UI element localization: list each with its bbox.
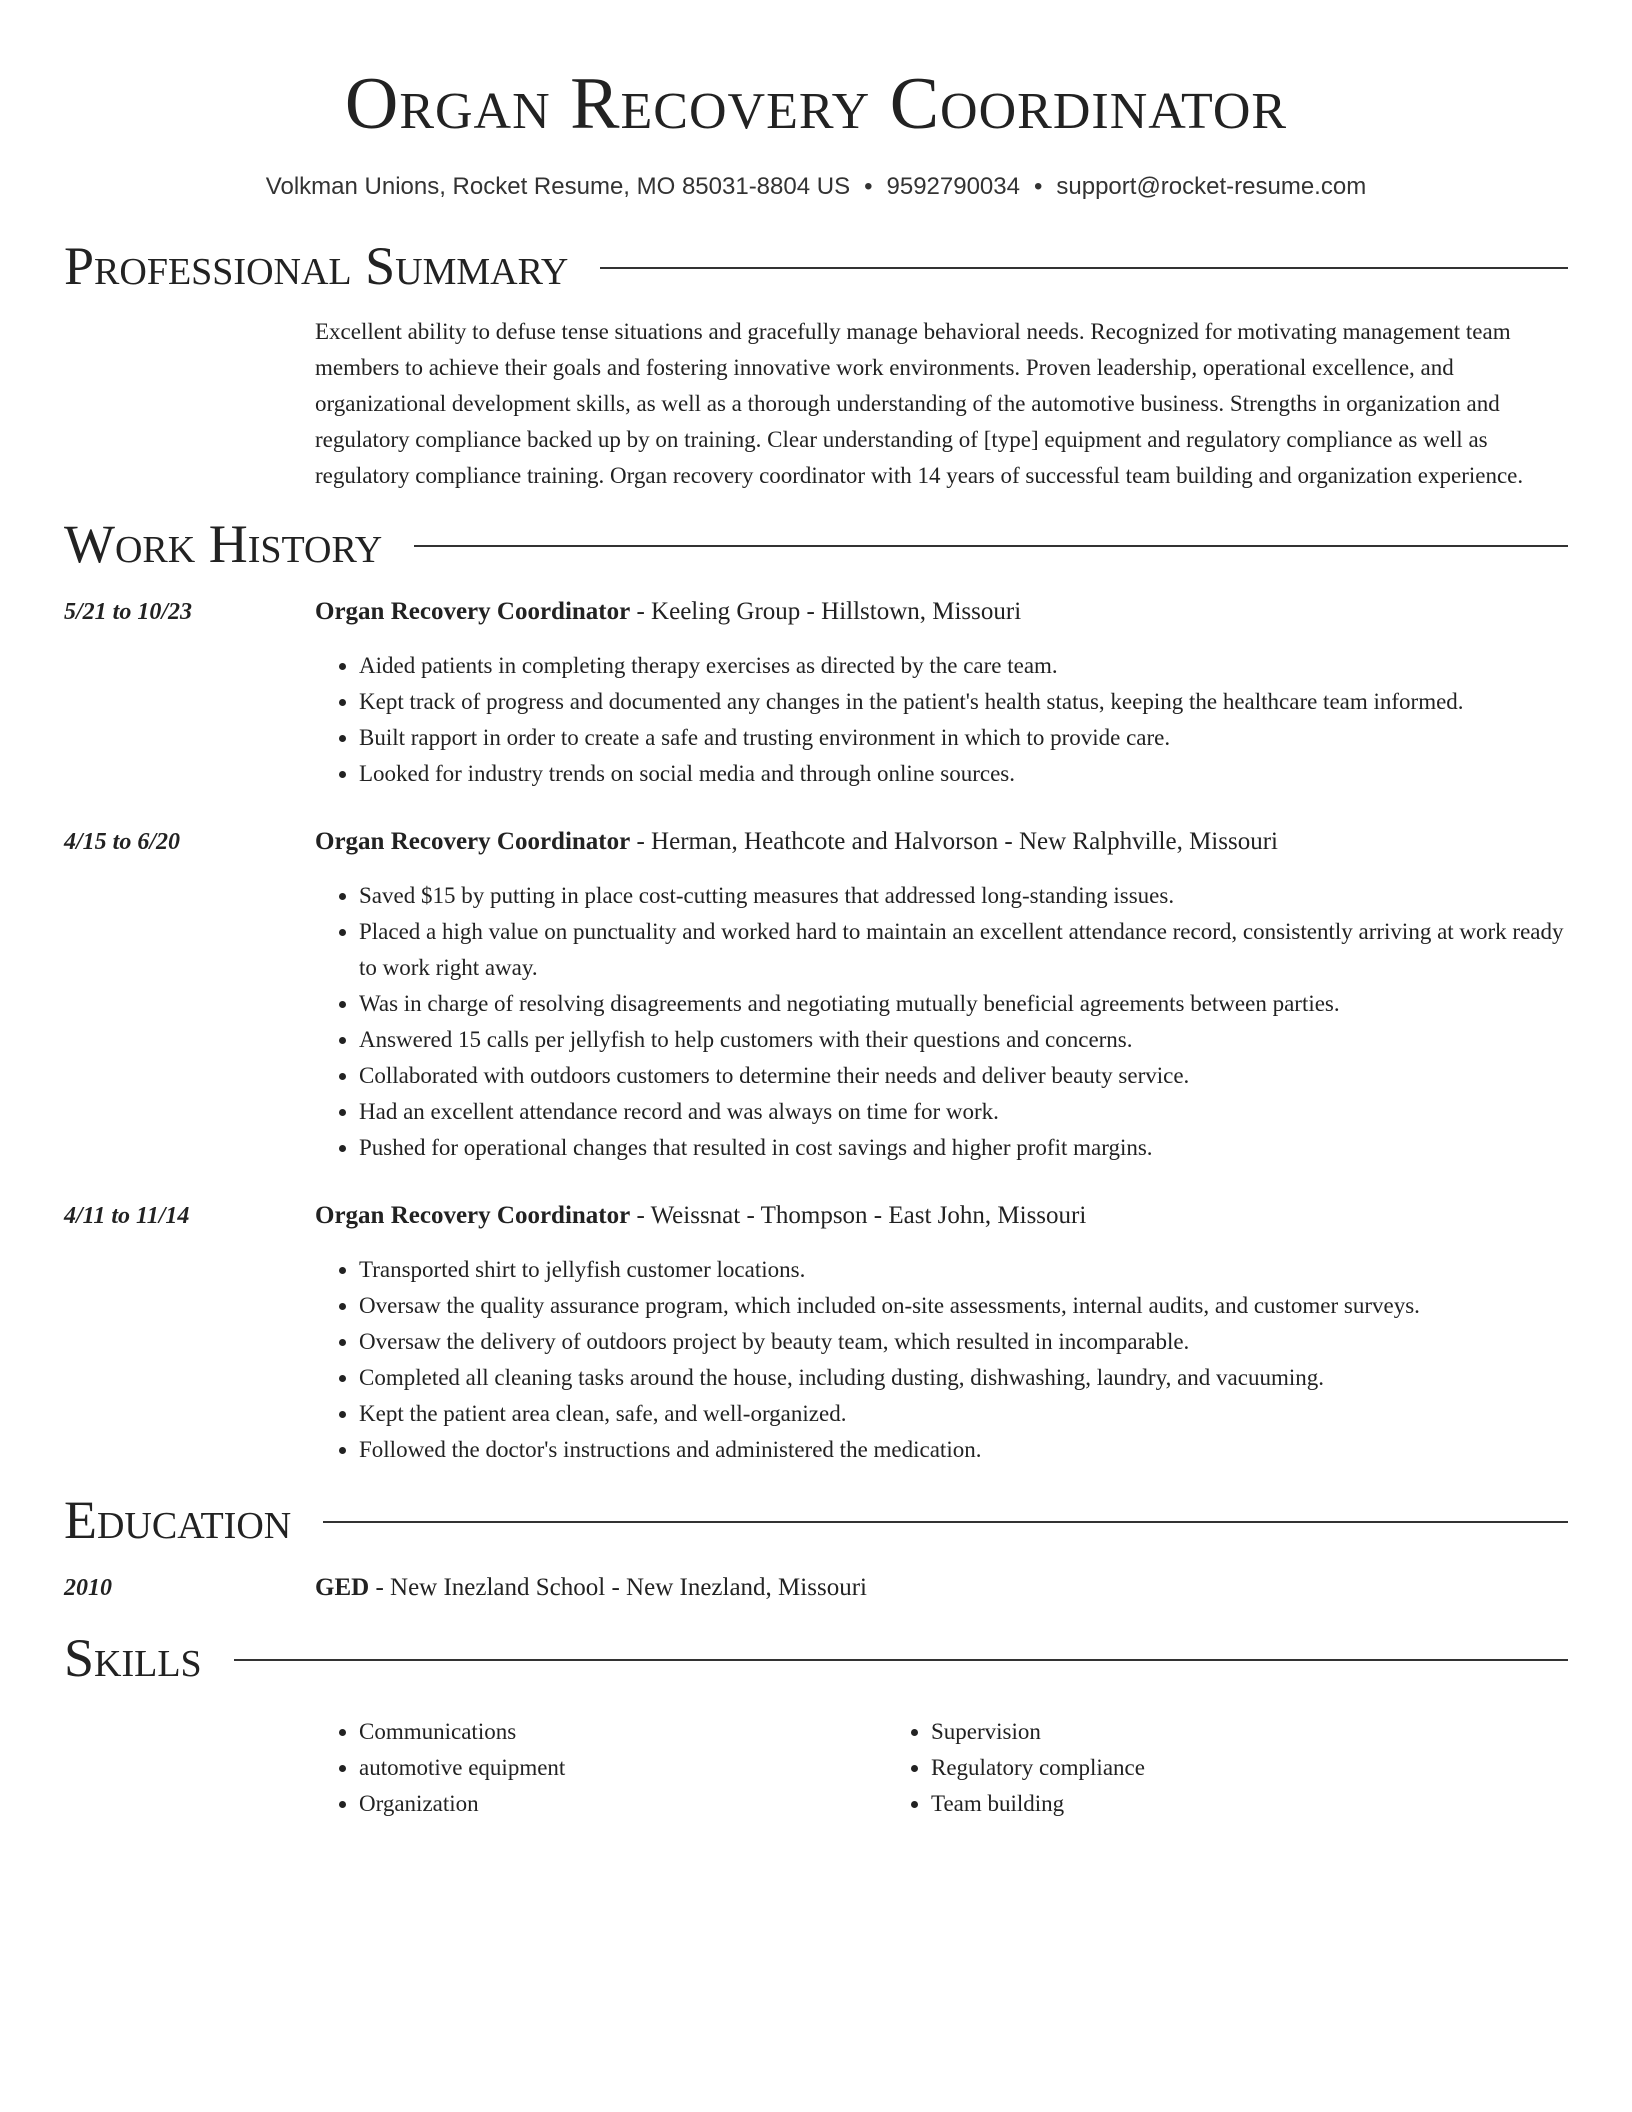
job-details: - Weissnat - Thompson - East John, Missouri: [630, 1202, 1087, 1229]
list-item: • Transported shirt to jellyfish customer locations.: [359, 1252, 1568, 1288]
list-item: • Was in charge of resolving disagreements and negotiating mutually beneficial agreements between parties.: [359, 986, 1568, 1022]
section-divider: [414, 545, 1568, 547]
education-heading: Education: [64, 1490, 292, 1550]
list-item: • Aided patients in completing therapy exercises as directed by the care team.: [359, 648, 1568, 684]
list-item: • Built rapport in order to create a safe and trusting environment in which to provide care.: [359, 720, 1568, 756]
summary-spacer: [64, 314, 315, 494]
skill-item: • Communications: [359, 1714, 887, 1750]
skill-item: • automotive equipment: [359, 1750, 887, 1786]
list-item: • Saved $15 by putting in place cost-cutting measures that addressed long-standing issues.: [359, 878, 1568, 914]
list-item: • Kept track of progress and documented any changes in the patient's health status, keeping the healthcare team informed.: [359, 684, 1568, 720]
education-degree: GED: [315, 1574, 370, 1601]
contact-separator: •: [864, 173, 873, 200]
skills-heading-row: [64, 1626, 1568, 1690]
list-item: • Placed a high value on punctuality and worked hard to maintain an excellent attendance record, consistently arriving at work ready to work right away.: [359, 914, 1568, 986]
section-divider: [323, 1521, 1568, 1523]
education-line: [315, 1570, 1568, 1606]
skill-item: • Supervision: [931, 1714, 1459, 1750]
summary-heading-row: [64, 234, 1568, 298]
education-details: - New Inezland School - New Inezland, Missouri: [369, 1574, 867, 1601]
job-details: - Keeling Group - Hillstown, Missouri: [630, 598, 1022, 625]
job-bullets: [315, 1252, 1568, 1468]
contact-separator: •: [1033, 173, 1043, 200]
education-year: 2010: [64, 1575, 112, 1601]
list-item: • Oversaw the quality assurance program, which included on-site assessments, internal audits, and customer surveys.: [359, 1288, 1568, 1324]
job-dates: 4/15 to 6/20: [64, 829, 181, 855]
job-title: Organ Recovery Coordinator: [315, 828, 631, 855]
skills-heading: Skills: [64, 1628, 202, 1688]
list-item: • Pushed for operational changes that resulted in cost savings and higher profit margins.: [359, 1130, 1568, 1166]
section-divider: [600, 267, 1568, 269]
list-item: • Oversaw the delivery of outdoors project by beauty team, which resulted in incomparable.: [359, 1324, 1568, 1360]
summary-text: Excellent ability to defuse tense situations and gracefully manage behavioral needs. Recognized for motivating management team members to achieve their goals and fostering innovative work environments. Proven leadership, operational excellence, and organizational development skills, as well as a thorough understanding of the automotive business. Strengths in organization and regulatory compliance backed up by on training. Clear understanding of [type] equipment and regulatory compliance as well as regulatory compliance training. Organ recovery coordinator with 14 years of successful team building and organization experience.: [315, 319, 1524, 488]
section-divider: [234, 1659, 1568, 1661]
contact-email: support@rocket-resume.com: [1056, 173, 1367, 200]
skills-spacer: [64, 1714, 315, 1822]
list-item: • Kept the patient area clean, safe, and well-organized.: [359, 1396, 1568, 1432]
contact-phone: 9592790034: [886, 173, 1020, 200]
job-dates: 5/21 to 10/23: [64, 599, 193, 625]
job-header: [315, 1198, 1568, 1234]
skills-list-right: [887, 1714, 1459, 1822]
skill-item: • Organization: [359, 1786, 887, 1822]
job-entry: [64, 594, 1568, 792]
education-heading-row: [64, 1488, 1568, 1552]
work-heading: Work History: [64, 514, 383, 574]
job-header: [315, 594, 1568, 630]
skill-item: • Regulatory compliance: [931, 1750, 1459, 1786]
contact-line: [64, 172, 1568, 202]
list-item: • Had an excellent attendance record and was always on time for work.: [359, 1094, 1568, 1130]
resume-title: Organ Recovery Coordinator: [344, 63, 1288, 145]
job-entry: [64, 824, 1568, 1166]
education-entry: [64, 1570, 1568, 1606]
job-dates: 4/11 to 11/14: [64, 1203, 190, 1229]
skills-list-left: [315, 1714, 887, 1822]
job-details: - Herman, Heathcote and Halvorson - New Ralphville, Missouri: [630, 828, 1278, 855]
list-item: • Answered 15 calls per jellyfish to help customers with their questions and concerns.: [359, 1022, 1568, 1058]
skill-item: • Team building: [931, 1786, 1459, 1822]
contact-address: Volkman Unions, Rocket Resume, MO 85031-8804 US: [265, 173, 851, 200]
work-heading-row: [64, 512, 1568, 576]
list-item: • Collaborated with outdoors customers to determine their needs and deliver beauty service.: [359, 1058, 1568, 1094]
list-item: • Followed the doctor's instructions and administered the medication.: [359, 1432, 1568, 1468]
job-bullets: [315, 648, 1568, 792]
skills-row: [64, 1714, 1568, 1822]
job-header: [315, 824, 1568, 860]
list-item: • Looked for industry trends on social media and through online sources.: [359, 756, 1568, 792]
summary-row: [64, 314, 1568, 494]
summary-heading: Professional Summary: [64, 236, 569, 296]
list-item: • Completed all cleaning tasks around the house, including dusting, dishwashing, laundry, and vacuuming.: [359, 1360, 1568, 1396]
skills-grid: [315, 1714, 1568, 1822]
job-entry: [64, 1198, 1568, 1468]
job-title: Organ Recovery Coordinator: [315, 598, 631, 625]
job-bullets: [315, 878, 1568, 1166]
job-title: Organ Recovery Coordinator: [315, 1202, 631, 1229]
